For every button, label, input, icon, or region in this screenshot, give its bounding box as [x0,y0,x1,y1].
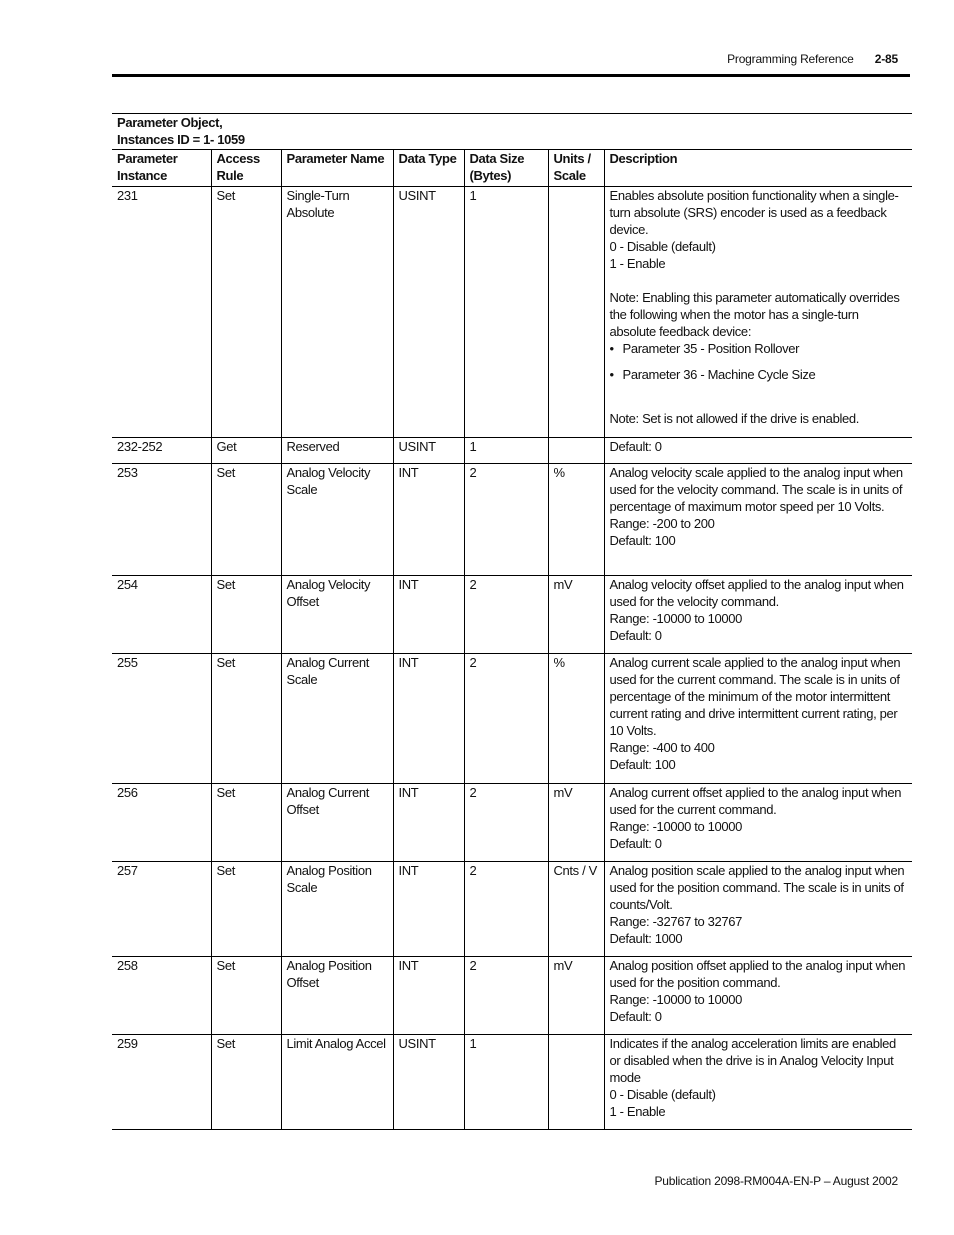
desc-note: Note: Enabling this parameter automatically overrides the following when the motor has a single-turn absolute feedback device: [609,290,900,339]
cell-description [604,438,912,464]
cell-instance: 253 [112,464,211,576]
cell-units: mV [548,957,604,1035]
cell-access: Set [211,862,281,957]
desc-text: Analog velocity scale applied to the analog input when used for the velocity command. The scale is in units of percentage of maximum motor speed per 10 Volts. [609,465,903,514]
desc-range: Range: -400 to 400 [609,740,715,755]
cell-name: Analog Current Scale [281,654,393,784]
table-title-line1: Parameter Object, [117,115,223,130]
cell-instance: 258 [112,957,211,1035]
table-row [112,654,912,784]
column-header-row [112,150,912,187]
desc-default: Default: 100 [609,533,676,548]
cell-name: Analog Position Offset [281,957,393,1035]
table-row [112,187,912,438]
desc-range: Range: -10000 to 10000 [609,611,743,626]
col-header-units: Units / Scale [548,150,604,187]
cell-name: Reserved [281,438,393,464]
table-row [112,576,912,654]
table-title [112,114,912,150]
desc-text: Indicates if the analog acceleration limits are enabled or disabled when the drive is in Analog Velocity Input mode [609,1036,896,1085]
desc-option: 1 - Enable [609,256,666,271]
cell-type: INT [393,654,464,784]
cell-access: Set [211,654,281,784]
col-header-access: Access Rule [211,150,281,187]
cell-instance: 256 [112,784,211,862]
cell-size: 2 [464,862,548,957]
cell-size: 1 [464,187,548,438]
cell-instance: 254 [112,576,211,654]
desc-default: Default: 0 [609,1009,662,1024]
table-row [112,862,912,957]
cell-name: Analog Velocity Scale [281,464,393,576]
table-row [112,784,912,862]
parameter-table [112,113,912,1130]
desc-range: Range: -200 to 200 [609,516,715,531]
cell-description [604,1035,912,1130]
cell-description [604,784,912,862]
desc-bullet: • Parameter 36 - Machine Cycle Size [610,366,908,383]
cell-access: Set [211,464,281,576]
cell-access: Set [211,784,281,862]
cell-description [604,576,912,654]
cell-name: Analog Current Offset [281,784,393,862]
cell-size: 2 [464,957,548,1035]
col-header-instance: Parameter Instance [112,150,211,187]
table-title-line2: Instances ID = 1- 1059 [117,132,245,147]
cell-instance: 259 [112,1035,211,1130]
desc-text: Analog position scale applied to the analog input when used for the position command. The scale is in units of counts/Volt. [609,863,905,912]
cell-units [548,187,604,438]
cell-type: INT [393,862,464,957]
page-number: 2-85 [874,52,898,66]
desc-text: Analog velocity offset applied to the analog input when used for the velocity command. [609,577,904,609]
cell-description [604,957,912,1035]
cell-access: Set [211,187,281,438]
cell-size: 2 [464,654,548,784]
header-rule [112,74,910,77]
cell-access: Get [211,438,281,464]
cell-size: 1 [464,1035,548,1130]
desc-default: Default: 0 [609,836,662,851]
cell-description [604,464,912,576]
cell-access: Set [211,957,281,1035]
cell-instance: 255 [112,654,211,784]
cell-type: INT [393,784,464,862]
cell-name: Single-Turn Absolute [281,187,393,438]
desc-option: 1 - Enable [609,1104,666,1119]
desc-option: 0 - Disable (default) [609,239,716,254]
cell-description [604,862,912,957]
table-row [112,464,912,576]
desc-text: Analog current scale applied to the analog input when used for the current command. The scale is in units of percentage of the minimum of the motor intermittent current rating and drive intermittent current rating, per 10 Volts. [609,655,901,738]
cell-type: USINT [393,187,464,438]
desc-default: Default: 0 [609,628,662,643]
cell-description [604,187,912,438]
cell-units [548,1035,604,1130]
cell-access: Set [211,1035,281,1130]
cell-size: 2 [464,576,548,654]
col-header-description: Description [604,150,912,187]
col-header-size: Data Size (Bytes) [464,150,548,187]
cell-name: Limit Analog Accel [281,1035,393,1130]
publication-footer: Publication 2098-RM004A-EN-P – August 2002 [654,1174,898,1188]
cell-units: mV [548,576,604,654]
cell-instance: 231 [112,187,211,438]
desc-range: Range: -10000 to 10000 [609,992,743,1007]
cell-size: 1 [464,438,548,464]
cell-name: Analog Velocity Offset [281,576,393,654]
desc-text: Analog current offset applied to the analog input when used for the current command. [609,785,902,817]
desc-default: Default: 1000 [609,931,683,946]
desc-default: Default: 100 [609,757,676,772]
cell-size: 2 [464,464,548,576]
cell-units [548,438,604,464]
cell-type: USINT [393,1035,464,1130]
cell-name: Analog Position Scale [281,862,393,957]
cell-description [604,654,912,784]
cell-instance: 257 [112,862,211,957]
desc-note: Note: Set is not allowed if the drive is enabled. [609,411,860,426]
cell-type: INT [393,576,464,654]
table-row [112,957,912,1035]
desc-text: Enables absolute position functionality when a single-turn absolute (SRS) encoder is used as a feedback device. [609,188,899,237]
cell-type: INT [393,957,464,1035]
cell-units: % [548,654,604,784]
spacer [610,272,908,289]
cell-size: 2 [464,784,548,862]
cell-instance: 232-252 [112,438,211,464]
col-header-type: Data Type [393,150,464,187]
cell-type: INT [393,464,464,576]
col-header-name: Parameter Name [281,150,393,187]
desc-option: 0 - Disable (default) [609,1087,716,1102]
cell-units: mV [548,784,604,862]
cell-units: Cnts / V [548,862,604,957]
desc-bullet: • Parameter 35 - Position Rollover [610,340,908,357]
table-row [112,1035,912,1130]
desc-text: Analog position offset applied to the analog input when used for the position command. [609,958,906,990]
table-title-row [112,114,912,150]
section-title: Programming Reference [727,52,854,66]
cell-units: % [548,464,604,576]
desc-range: Range: -32767 to 32767 [609,914,743,929]
table-row [112,438,912,464]
desc-range: Range: -10000 to 10000 [609,819,743,834]
page-header [727,52,898,66]
cell-type: USINT [393,438,464,464]
cell-access: Set [211,576,281,654]
desc-text: Default: 0 [609,439,662,454]
